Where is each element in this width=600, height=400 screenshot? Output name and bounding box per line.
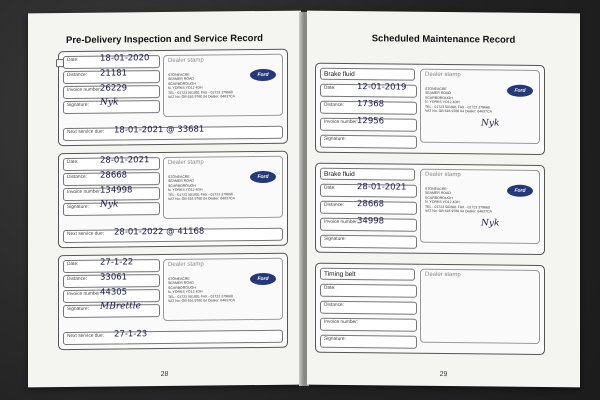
invoice-field: Invoice number: 44305 — [63, 289, 160, 303]
next-service-field: Next service due: 18-01-2021 @ 33681 — [63, 126, 283, 141]
service-record-card-2 — [58, 151, 288, 248]
date-field: Date: 28-01-2021 — [63, 157, 160, 171]
right-page — [307, 11, 580, 388]
dealer-stamp: Dealer stamp STONEACRE SEAMER ROAD SCARBOROUGH N. YORKS YO12 4DH TEL - 01723 501901 FAX - 01723 379660 VAT No: GB 616 9760 04 Dealer: 64637CA Ford — [163, 54, 283, 117]
dealer-address: STONEACRE SEAMER ROAD SCARBOROUGH N. YORKS YO12 4DH TEL - 01723 501901 FAX - 01723 379660 VAT No: GB 616 9760 04 Dealer: 64637CA — [168, 72, 235, 99]
service-book — [28, 12, 580, 386]
distance-field: Distance: 33061 — [63, 274, 160, 288]
ford-logo: Ford — [507, 185, 533, 197]
invoice-field: Invoice number: — [320, 318, 417, 332]
maintenance-item: Timing belt — [320, 268, 415, 281]
invoice-field: Invoice number: 26229 — [63, 85, 160, 99]
dealer-address: STONEACRE SEAMER ROAD SCARBOROUGH N. YORKS YO12 4DH TEL - 01723 501901 FAX - 01723 379660 VAT No: GB 616 9760 04 Dealer: 64637CA — [168, 276, 235, 303]
signature-field: Signature: — [320, 335, 417, 349]
maintenance-card-1 — [315, 63, 545, 155]
dealer-stamp: Dealer stamp STONEACRE SEAMER ROAD SCARBOROUGH N. YORKS YO12 4DH TEL - 01723 501901 FAX - 01723 379660 VAT No: GB 616 9760 04 Dealer: 64637CA Ford Nyk — [420, 169, 540, 244]
distance-field: Distance: — [320, 301, 417, 315]
dealer-stamp: Dealer stamp STONEACRE SEAMER ROAD SCARBOROUGH N. YORKS YO12 4DH TEL - 01723 501901 FAX - 01723 379660 VAT No: GB 616 9760 04 Dealer: 64637CA Ford — [163, 258, 283, 321]
checkbox-icon — [56, 59, 64, 67]
dealer-stamp: Dealer stamp STONEACRE SEAMER ROAD SCARBOROUGH N. YORKS YO12 4DH TEL - 01723 501901 FAX - 01723 379660 VAT No: GB 616 9760 04 Dealer: 64637CA Ford — [163, 156, 283, 219]
signature-field: Signature: Nyk — [63, 100, 160, 114]
ford-logo: Ford — [250, 171, 276, 183]
page-number: 28 — [160, 370, 169, 379]
maintenance-card-2 — [315, 163, 545, 255]
dealer-stamp: Dealer stamp STONEACRE SEAMER ROAD SCARBOROUGH N. YORKS YO12 4DH TEL - 01723 501901 FAX - 01723 379660 VAT No: GB 616 9760 04 Dealer: 64637CA Ford Nyk — [420, 69, 540, 144]
date-field: Date: 18-01-2020 — [63, 55, 160, 69]
date-field: Date: — [320, 284, 417, 298]
signature-field: Signature: — [320, 235, 417, 249]
page-number: 29 — [439, 370, 448, 379]
distance-field: Distance: 28668 — [320, 201, 417, 215]
maintenance-item: Brake fluid — [320, 168, 415, 181]
ford-logo: Ford — [507, 85, 533, 97]
distance-field: Distance: 21181 — [63, 70, 160, 84]
next-service-field: Next service due: 27-1-23 — [63, 330, 283, 345]
invoice-field: Invoice number: 134998 — [63, 187, 160, 201]
left-page-title: Pre-Delivery Inspection and Service Record — [66, 32, 263, 47]
invoice-field: Invoice number: 34998 — [320, 218, 417, 232]
signature-field: Signature: MBrettle — [63, 304, 160, 318]
maintenance-card-3 — [315, 263, 545, 355]
signature-field: Signature: — [320, 135, 417, 149]
distance-field: Distance: 28668 — [63, 172, 160, 186]
ford-logo: Ford — [250, 69, 276, 81]
date-field: Date: 27-1-22 — [63, 259, 160, 273]
right-page-title: Scheduled Maintenance Record — [371, 33, 516, 46]
service-record-card-3 — [58, 253, 288, 350]
ford-logo: Ford — [250, 273, 276, 285]
invoice-field: Invoice number: 12956 — [320, 118, 417, 132]
dealer-address: STONEACRE SEAMER ROAD SCARBOROUGH N. YORKS YO12 4DH TEL - 01723 501901 FAX - 01723 379660 VAT No: GB 616 9760 04 Dealer: 64637CA — [168, 174, 235, 201]
dealer-stamp: Dealer stamp — [420, 269, 540, 344]
maintenance-item: Brake fluid — [320, 68, 415, 81]
signature-field: Signature: Nyk — [63, 202, 160, 216]
dealer-address: STONEACRE SEAMER ROAD SCARBOROUGH N. YORKS YO12 4DH TEL - 01723 501901 FAX - 01723 379660 VAT No: GB 616 9760 04 Dealer: 64637CA — [425, 186, 492, 214]
next-service-field: Next service due: 28-01-2022 @ 41168 — [63, 228, 283, 243]
date-field: Date: 28-01-2021 — [320, 184, 417, 198]
date-field: Date: 12-01-2019 — [320, 84, 417, 98]
service-record-card-1 — [58, 49, 288, 146]
distance-field: Distance: 17368 — [320, 101, 417, 115]
left-page — [28, 11, 301, 388]
dealer-address: STONEACRE SEAMER ROAD SCARBOROUGH N. YORKS YO12 4DH TEL - 01723 501901 FAX - 01723 379660 VAT No: GB 616 9760 04 Dealer: 64637CA — [425, 86, 492, 114]
